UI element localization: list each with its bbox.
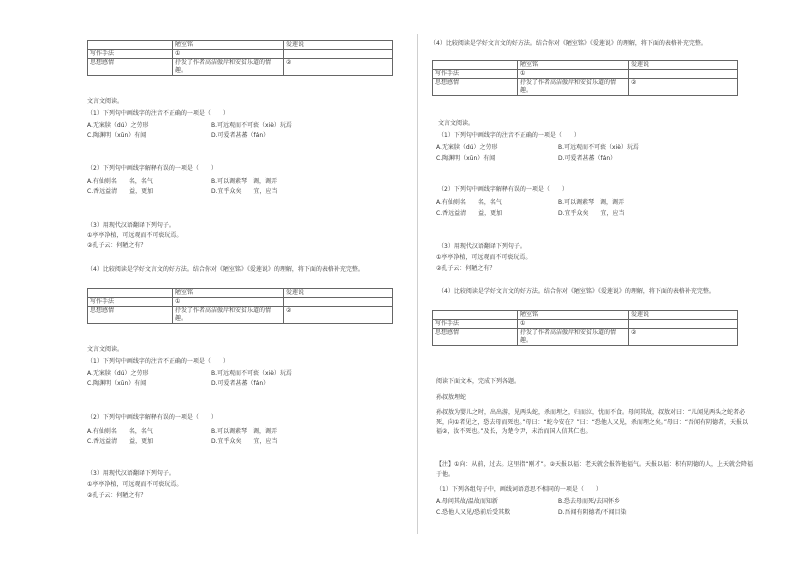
table-header-cell: 陋室铭 [518,311,629,320]
answer-cell [629,70,738,79]
table-header-row [433,61,738,70]
reading-intro: 阅读下面文本，完成下列各题。 [436,378,521,385]
answer-cell [284,50,393,59]
answer-cell: 抒发了作者高洁傲岸和安贫乐道的情趣。 [518,329,629,346]
option-b: B.可以调素琴 调，调弄 [211,428,278,435]
section-heading: 文言文阅读。 [87,346,124,353]
question-stem: （1）下列句中画线字的注音不正确的一项是（ ） [87,110,229,117]
table-row [88,307,393,324]
story-title: 孙叔敖埋蛇 [436,394,467,401]
answer-cell: 抒发了作者高洁傲岸和安贫乐道的情趣。 [518,79,629,96]
question-stem: （1）下列句中画线字的注音不正确的一项是（ ） [438,132,580,139]
option-c: C.陶渊明（xūn）有闻 [436,155,496,162]
answer-cell: ② [629,79,738,96]
option-c: C.香远益清 益，更加 [87,438,154,445]
table-row [433,320,738,329]
option-d: D.可爱者甚蕃（fán） [211,380,270,387]
option-d: D.宜乎众矣 宜，应当 [558,210,625,217]
question-stem: （2）下列句中画线字解释有误的一项是（ ） [87,414,217,421]
answer-cell: ② [284,307,393,324]
table-header-cell: 爱莲说 [284,41,393,50]
row-label: 思想感情 [433,329,518,346]
question-stem: （1）下列句中画线字的注音不正确的一项是（ ） [87,358,229,365]
answer-cell [284,298,393,307]
table-header-cell [88,289,173,298]
table-header-cell [88,41,173,50]
table-header-cell [433,61,518,70]
row-label: 思想感情 [433,79,518,96]
section-heading: 文言文阅读。 [438,120,475,127]
translate-line: ②孔子云：何陋之有？ [436,265,496,272]
table-header-cell: 爱莲说 [629,311,738,320]
option-a: A.有仙则名 名，名气 [87,428,153,435]
translate-line: ②孔子云：何陋之有？ [87,242,147,249]
table-row [433,79,738,96]
row-label: 写作手法 [88,298,173,307]
option-b: B.恐去母而死/去国怀乡 [558,498,621,505]
option-a: A.母问其故/温故而知新 [436,498,498,505]
option-c: C.陶渊明（xūn）有闻 [87,132,147,139]
option-c: C.恐他人又见/恐前后受其欺 [436,509,511,516]
row-label: 思想感情 [88,307,173,324]
option-c: C.香远益清 益，更加 [87,188,154,195]
question-stem: （4）比较阅读是学好文言文的好方法。结合你对《陋室铭》《爱莲说》的理解，将下面的表格补充完整。 [438,288,715,295]
comparison-table-1 [87,40,393,76]
answer-cell: ② [629,329,738,346]
table-header-cell: 陋室铭 [173,41,284,50]
comparison-table-2 [87,288,393,324]
answer-cell: 抒发了作者高洁傲岸和安贫乐道的情趣。 [173,59,284,76]
option-a: A.无案牍（dú）之劳形 [87,370,149,377]
row-label: 写作手法 [433,320,518,329]
table-row [433,70,738,79]
answer-cell [629,320,738,329]
question-stem: （3）用现代汉语翻译下列句子。 [87,470,175,477]
section-heading: 文言文阅读。 [87,98,124,105]
answer-cell: ① [173,298,284,307]
table-header-cell: 爱莲说 [629,61,738,70]
question-stem: （3）用现代汉语翻译下列句子。 [87,222,175,229]
option-d: D.宜乎众矣 宜，应当 [211,438,278,445]
option-a: A.有仙则名 名，名气 [87,178,153,185]
question-stem: （3）用现代汉语翻译下列句子。 [438,243,526,250]
question-stem: （4）比较阅读是学好文言文的好方法。结合你对《陋室铭》《爱莲说》的理解，将下面的表格补充完整。 [87,266,364,273]
question-stem: （2）下列句中画线字解释有误的一项是（ ） [87,165,217,172]
comparison-table-3 [432,60,738,96]
question-stem: （4）比较阅读是学好文言文的好方法。结合你对《陋室铭》《爱莲说》的理解，将下面的表格补充完整。 [430,40,707,47]
option-a: A.无案牍（dú）之劳形 [436,144,498,151]
option-b: B.可远观而不可亵（xiè）玩焉 [558,144,639,151]
option-a: A.无案牍（dú）之劳形 [87,122,149,129]
question-stem: （1）下列各组句子中，画线词语意思不相同的一项是（ ） [436,486,602,493]
table-header-cell [433,311,518,320]
table-row [88,50,393,59]
option-b: B.可远观而不可亵（xiè）玩焉 [211,122,292,129]
answer-cell: ② [284,59,393,76]
table-header-row [433,311,738,320]
table-header-cell: 陋室铭 [518,61,629,70]
answer-cell: 抒发了作者高洁傲岸和安贫乐道的情趣。 [173,307,284,324]
table-row [433,329,738,346]
option-d: D.可爱者甚蕃（fán） [558,155,617,162]
row-label: 思想感情 [88,59,173,76]
answer-cell: ① [518,320,629,329]
option-b: B.可以调素琴 调，调弄 [558,199,625,206]
option-d: D.宜乎众矣 宜，应当 [211,188,278,195]
answer-cell: ① [173,50,284,59]
column-divider [417,34,418,534]
answer-cell: ① [518,70,629,79]
story-paragraph: 孙叔敖为婴儿之时，出出游，见两头蛇，杀而埋之，归而泣，忧而不食。母问其故，叔敖对曰：“儿闻见两头之蛇者必死，向①者见之，恐去母而死也。”母曰：“蛇今安在？”曰：“恐他人又见，杀而埋之矣。”母曰：“吾闻有阴德者，天报以福②，汝不死也。”及长，为楚令尹，未治而国人信其仁也。 [436,409,749,435]
translate-line: ①亭亭净植，可远观而不可亵玩焉。 [436,254,532,261]
row-label: 写作手法 [88,50,173,59]
translate-line: ②孔子云：何陋之有？ [87,492,147,499]
story-note: 【注】①向：从前，过去。这里指“刚才”。②天报以福：老天就会报答他福气。天报以福：积有阴德的人，上天就会降福于他。 [436,461,753,478]
question-stem: （2）下列句中画线字解释有误的一项是（ ） [438,186,568,193]
table-row [88,59,393,76]
option-c: C.陶渊明（xūn）有闻 [87,380,147,387]
table-header-row [88,41,393,50]
option-b: B.可远观而不可亵（xiè）玩焉 [211,370,292,377]
row-label: 写作手法 [433,70,518,79]
option-d: D.可爱者甚蕃（fán） [211,132,270,139]
comparison-table-4 [432,310,738,346]
option-d: D.吾闻有阴德者/不闻目染 [558,509,627,516]
table-header-cell: 陋室铭 [173,289,284,298]
table-row [88,298,393,307]
translate-line: ①亭亭净植，可远观而不可亵玩焉。 [87,481,183,488]
translate-line: ①亭亭净植，可远观而不可亵玩焉。 [87,232,183,239]
table-header-row [88,289,393,298]
option-c: C.香远益清 益，更加 [436,210,503,217]
table-header-cell: 爱莲说 [284,289,393,298]
option-b: B.可以调素琴 调，调弄 [211,178,278,185]
option-a: A.有仙则名 名，名气 [436,199,502,206]
